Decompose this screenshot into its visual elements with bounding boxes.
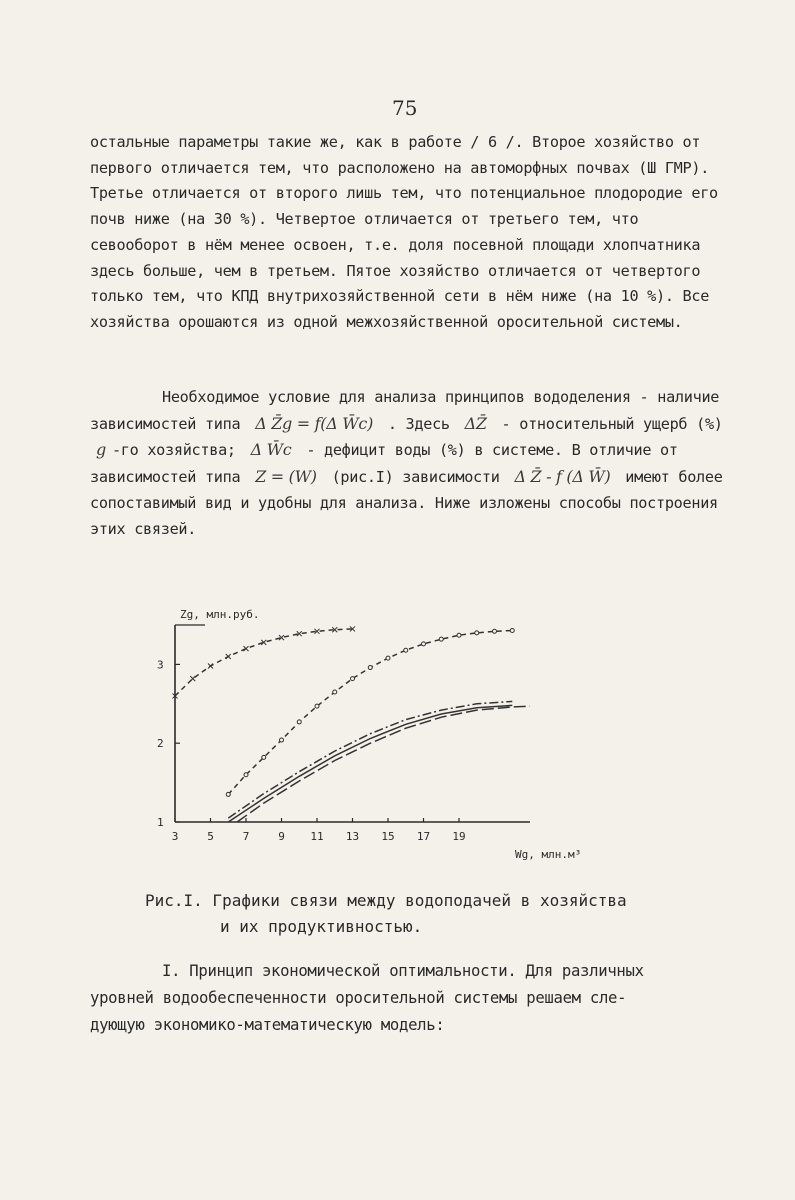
formula-delta-z-delta-w: Δ Z̄ - f (Δ W̄) bbox=[514, 467, 611, 487]
series-line-farm-2 bbox=[228, 631, 512, 795]
x-tick-label: 19 bbox=[452, 830, 466, 843]
formula-delta-w: Δ W̄c bbox=[250, 440, 292, 460]
para2-text-3: - относительный ущерб (%) bbox=[501, 414, 723, 433]
page-number: 75 bbox=[392, 96, 418, 120]
para3-line-3: дующую экономико-математическую модель: bbox=[90, 1016, 445, 1034]
para3-line-1: I. Принцип экономической оптимальности. Для различных bbox=[162, 962, 644, 980]
series-point-farm-2 bbox=[422, 642, 426, 646]
formula-dependency: Δ Z̄g = f(Δ W̄c) bbox=[255, 413, 374, 433]
series-point-farm-2 bbox=[297, 720, 301, 724]
para2-text-5: - дефицит воды (%) в системе. В отличие от зависимостей типа bbox=[90, 441, 678, 487]
series-point-farm-2 bbox=[475, 631, 479, 635]
x-tick-label: 7 bbox=[242, 830, 250, 843]
series-point-farm-2 bbox=[280, 738, 284, 742]
x-tick-label: 3 bbox=[171, 830, 179, 843]
formula-delta-z: ΔZ̄ bbox=[464, 413, 487, 433]
paragraph-3 bbox=[90, 958, 730, 1039]
x-tick-label: 11 bbox=[310, 830, 324, 843]
paragraph-1-text: остальные параметры такие же, как в работе / 6 /. Второе хозяйство от первого отличается тем, что расположено на автоморфных почвах (Ш ГМР). Третье отличается от второго лишь тем, что потенциальное плодородие его почв ниже (на 30 %). Четвертое отличается от третьего тем, что севооборот в нём менее освоен, т.е. доля посевной площади хлопчатника здесь больше, чем в третьем. Пятое хозяйство отличается от четвертого только тем, что КПД внутрихозяйственной сети в нём ниже (на 10 %). Все хозяйства орошаются из одной межхозяйственной оросительной системы. bbox=[90, 133, 718, 331]
series-point-farm-2 bbox=[333, 690, 337, 694]
para2-text-4: -го хозяйства; bbox=[111, 441, 236, 460]
x-tick-label: 13 bbox=[345, 830, 360, 843]
x-tick-label: 15 bbox=[381, 830, 395, 843]
figure-chart bbox=[150, 590, 600, 880]
series-point-farm-2 bbox=[244, 773, 248, 777]
y-tick-label: 1 bbox=[157, 816, 164, 829]
series-point-farm-2 bbox=[439, 637, 443, 641]
para3-line-2: уровней водообеспеченности оросительной системы решаем сле- bbox=[90, 989, 627, 1007]
series-line-farm-5 bbox=[237, 706, 530, 822]
para2-text-2: . Здесь bbox=[387, 414, 450, 433]
x-axis-label: Wg, млн.м³ bbox=[515, 848, 582, 861]
x-tick-label: 9 bbox=[278, 830, 285, 843]
x-tick-label: 5 bbox=[207, 830, 214, 843]
series-point-farm-1 bbox=[226, 654, 231, 659]
series-point-farm-2 bbox=[386, 656, 390, 660]
series-line-farm-3 bbox=[228, 701, 512, 818]
series-point-farm-2 bbox=[226, 792, 230, 796]
series-point-farm-1 bbox=[208, 663, 213, 668]
y-axis-label: Zg, млн.руб. bbox=[180, 608, 260, 621]
paragraph-2 bbox=[90, 385, 730, 542]
series-point-farm-2 bbox=[351, 677, 355, 681]
series-point-farm-2 bbox=[510, 629, 514, 633]
series-point-farm-1 bbox=[190, 676, 195, 681]
formula-z-w: Z = (W) bbox=[255, 467, 317, 487]
series-point-farm-2 bbox=[262, 755, 266, 759]
caption-line-2: и их продуктивностью. bbox=[220, 917, 423, 936]
para2-text-7: имеют более сопоставимый вид и удобны для анализа. Ниже изложены способы построения этих связей. bbox=[90, 468, 723, 538]
series-line-farm-1 bbox=[175, 629, 353, 696]
para2-text-6: (рис.I) зависимости bbox=[331, 468, 500, 487]
chart-svg bbox=[150, 590, 600, 880]
series-line-farm-4 bbox=[228, 705, 512, 822]
series-point-farm-2 bbox=[315, 704, 319, 708]
figure-caption bbox=[145, 888, 705, 940]
y-tick-label: 2 bbox=[157, 737, 164, 751]
series-point-farm-2 bbox=[368, 666, 372, 670]
series-point-farm-2 bbox=[457, 633, 461, 637]
formula-g: g bbox=[96, 440, 106, 460]
series-point-farm-2 bbox=[493, 629, 497, 633]
x-tick-label: 17 bbox=[416, 830, 431, 843]
y-tick-label: 3 bbox=[157, 658, 164, 672]
series-point-farm-2 bbox=[404, 648, 408, 652]
paragraph-1 bbox=[90, 130, 730, 336]
para2-text-1: Необходимое условие для анализа принципов вододеления - наличие зависимостей типа bbox=[90, 388, 720, 433]
caption-line-1: Рис.I. Графики связи между водоподачей в хозяйства bbox=[145, 891, 627, 910]
